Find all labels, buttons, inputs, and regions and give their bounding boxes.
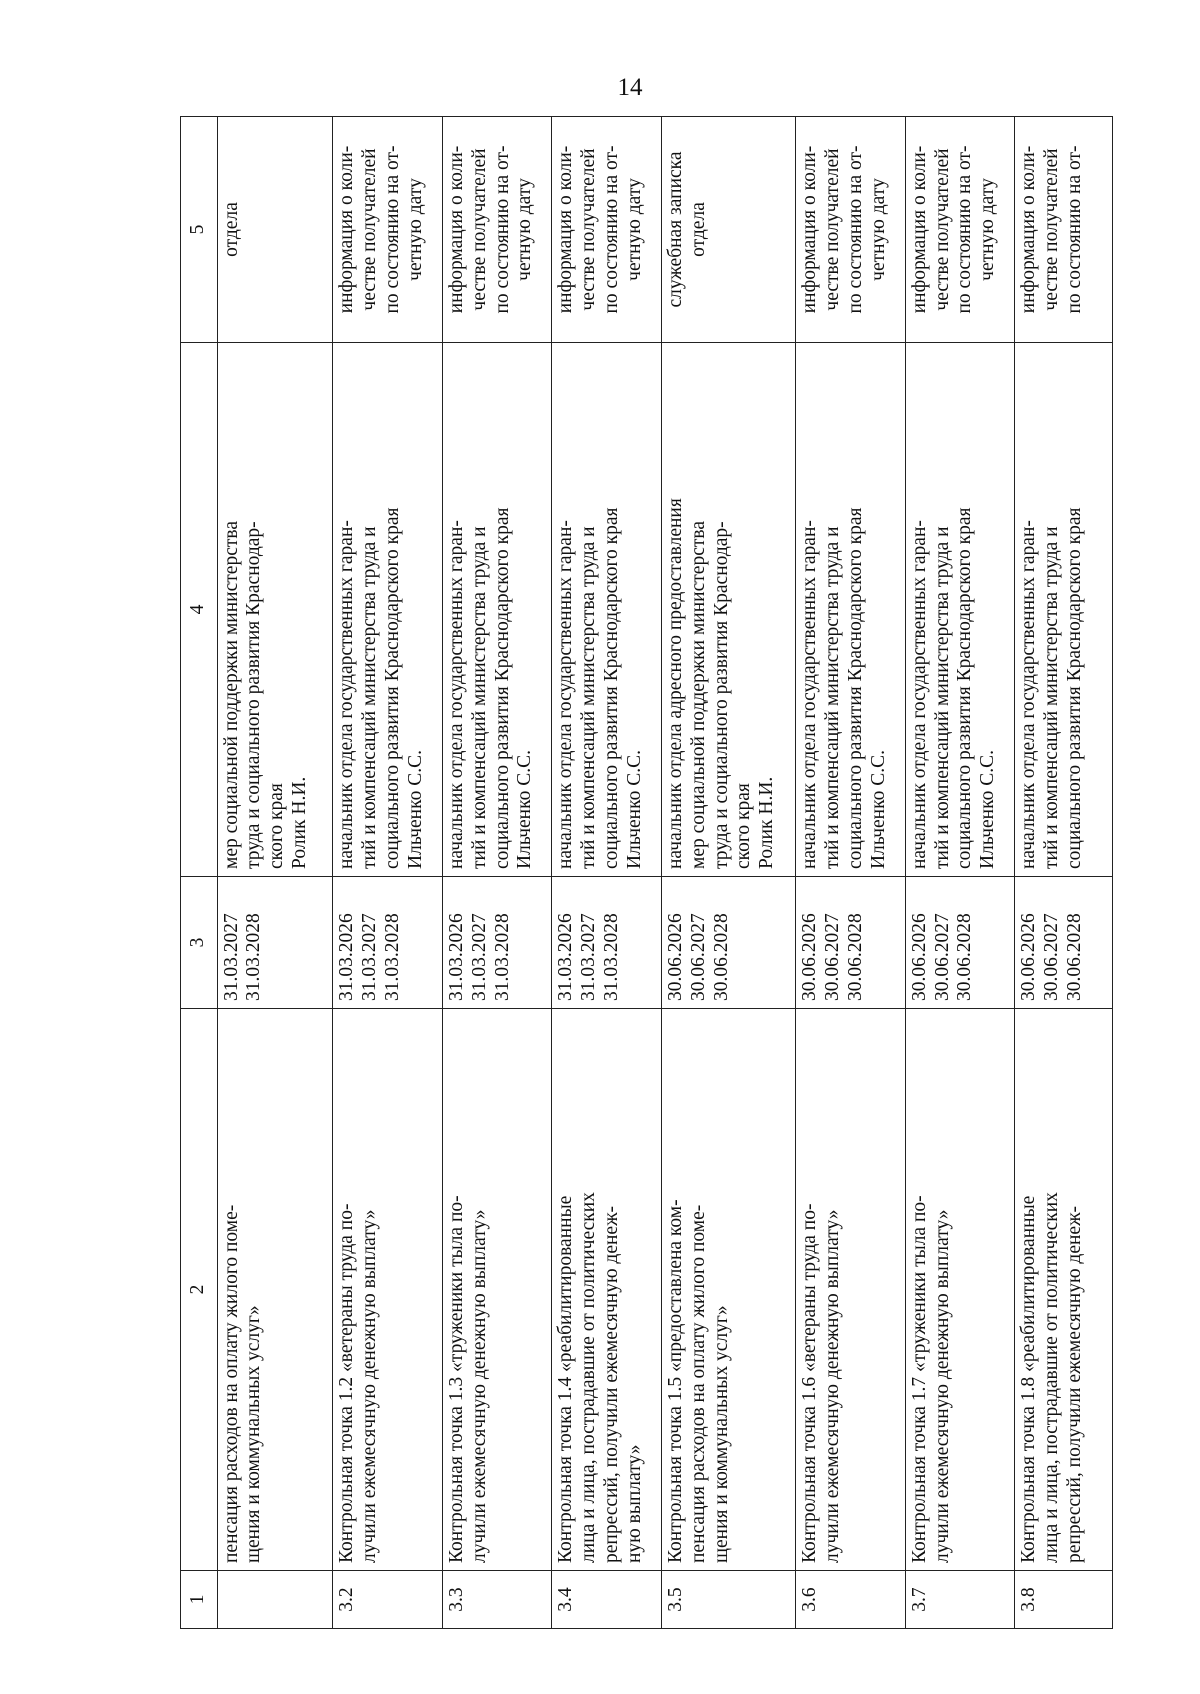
control-points-table xyxy=(180,116,1113,1629)
text-line: начальник отдела государственных гаран- xyxy=(908,520,930,869)
text-line: 31.03.2026 xyxy=(336,913,358,1001)
text-line: 30.06.2028 xyxy=(710,913,732,1001)
deadline-dates-cell xyxy=(1015,877,1113,1009)
text-line: по состоянию на от- xyxy=(1063,145,1085,314)
text-line: отдела xyxy=(687,202,709,257)
control-point-description-cell xyxy=(796,1009,906,1571)
text-line: щения и коммунальных услуг» xyxy=(243,1305,265,1563)
control-point-description-cell xyxy=(1015,1009,1113,1571)
row-number-cell: 3.5 xyxy=(662,1571,796,1629)
text-line: 30.06.2026 xyxy=(908,913,930,1001)
text-line: Контрольная точка 1.8 «реабилитированные xyxy=(1018,1195,1040,1563)
text-line: Контрольная точка 1.4 «реабилитированные xyxy=(555,1195,577,1563)
responsible-person-cell xyxy=(905,343,1015,877)
text-line: отдела xyxy=(220,202,242,257)
text-line: 30.06.2026 xyxy=(799,913,821,1001)
text-line: социального развития Краснодарского края xyxy=(1063,507,1085,869)
table-row xyxy=(552,117,662,1629)
text-line: честве получателей xyxy=(359,148,381,311)
text-line: начальник отдела государственных гаран- xyxy=(445,520,467,869)
table-body xyxy=(181,117,1113,1629)
text-line: 31.03.2026 xyxy=(555,913,577,1001)
text-line: ского края xyxy=(733,783,755,869)
row-number-cell: 3.6 xyxy=(796,1571,906,1629)
text-line: лучили ежемесячную денежную выплату» xyxy=(822,1209,844,1563)
text-line: по состоянию на от- xyxy=(954,145,976,314)
row-number-cell: 3.3 xyxy=(442,1571,552,1629)
text-line: Ильченко С.С. xyxy=(977,750,999,869)
deadline-dates-cell xyxy=(796,877,906,1009)
text-line: пенсация расходов на оплату жилого поме- xyxy=(687,1204,709,1563)
text-line: информация о коли- xyxy=(1018,145,1040,314)
text-line: ского края xyxy=(266,783,288,869)
table-row xyxy=(662,117,796,1629)
text-line: Ролик Н.И. xyxy=(288,776,310,869)
text-line: честве получателей xyxy=(1041,148,1063,311)
row-number-cell: 3.2 xyxy=(333,1571,443,1629)
control-point-description-cell xyxy=(442,1009,552,1571)
deadline-dates-cell xyxy=(217,877,333,1009)
text-line: Контрольная точка 1.7 «труженики тыла по- xyxy=(908,1195,930,1563)
row-number-cell: 3.7 xyxy=(905,1571,1015,1629)
text-line: социального развития Краснодарского края xyxy=(844,507,866,869)
table-row xyxy=(333,117,443,1629)
header-cell-3: 3 xyxy=(181,877,218,1009)
text-line: Контрольная точка 1.5 «предоставлена ком- xyxy=(665,1199,686,1563)
text-line: социального развития Краснодарского края xyxy=(601,507,623,869)
text-line: начальник отдела государственных гаран- xyxy=(1018,520,1040,869)
text-line: 30.06.2028 xyxy=(1063,913,1085,1001)
text-line: труда и социального развития Краснодар- xyxy=(710,521,732,869)
text-line: начальник отдела государственных гаран- xyxy=(555,520,577,869)
text-line: четную дату xyxy=(977,178,999,281)
text-line: 30.06.2027 xyxy=(1041,913,1063,1001)
rotated-table-container xyxy=(180,117,1113,1629)
text-line: по состоянию на от- xyxy=(601,145,623,314)
text-line: мер социальной поддержки министерства xyxy=(220,521,242,869)
text-line: 31.03.2028 xyxy=(243,913,265,1001)
responsible-person-cell xyxy=(662,343,796,877)
table-row xyxy=(442,117,552,1629)
responsible-person-cell xyxy=(333,343,443,877)
table-row xyxy=(1015,117,1113,1629)
table-row xyxy=(796,117,906,1629)
deadline-dates-cell xyxy=(662,877,796,1009)
text-line: тий и компенсаций министерства труда и xyxy=(468,526,490,869)
text-line: четную дату xyxy=(867,178,889,281)
text-line: щения и коммунальных услуг» xyxy=(710,1305,732,1563)
text-line: Ролик Н.И. xyxy=(756,776,778,869)
text-line: начальник отдела адресного предоставления xyxy=(665,498,686,869)
text-line: честве получателей xyxy=(931,148,953,311)
text-line: 31.03.2027 xyxy=(220,913,242,1001)
row-number-cell: 3.8 xyxy=(1015,1571,1113,1629)
header-cell-1: 1 xyxy=(181,1571,218,1629)
text-line: мер социальной поддержки министерства xyxy=(687,521,709,869)
text-line: социального развития Краснодарского края xyxy=(491,507,513,869)
table-header-row xyxy=(181,117,218,1629)
header-cell-4: 4 xyxy=(181,343,218,877)
text-line: 31.03.2028 xyxy=(601,913,623,1001)
text-line: репрессий, получили ежемесячную денеж- xyxy=(1063,1205,1085,1563)
text-line: тий и компенсаций министерства труда и xyxy=(931,526,953,869)
text-line: тий и компенсаций министерства труда и xyxy=(578,526,600,869)
text-line: Контрольная точка 1.6 «ветераны труда по- xyxy=(799,1203,821,1563)
table-row xyxy=(217,117,333,1629)
text-line: информация о коли- xyxy=(445,145,467,314)
deadline-dates-cell xyxy=(442,877,552,1009)
text-line: 30.06.2028 xyxy=(954,913,976,1001)
text-line: 31.03.2027 xyxy=(359,913,381,1001)
text-line: ную выплату» xyxy=(623,1444,645,1563)
responsible-person-cell xyxy=(442,343,552,877)
text-line: Контрольная точка 1.2 «ветераны труда по- xyxy=(336,1203,358,1563)
text-line: по состоянию на от- xyxy=(844,145,866,314)
text-line: репрессий, получили ежемесячную денеж- xyxy=(601,1205,623,1563)
text-line: честве получателей xyxy=(468,148,490,311)
row-number-cell: 3.4 xyxy=(552,1571,662,1629)
control-point-description-cell xyxy=(552,1009,662,1571)
text-line: четную дату xyxy=(514,178,536,281)
header-cell-2: 2 xyxy=(181,1009,218,1571)
text-line: труда и социального развития Краснодар- xyxy=(243,521,265,869)
text-line: четную дату xyxy=(404,178,426,281)
text-line: Ильченко С.С. xyxy=(867,750,889,869)
text-line: 31.03.2027 xyxy=(468,913,490,1001)
confirmation-document-cell xyxy=(796,117,906,343)
confirmation-document-cell xyxy=(442,117,552,343)
responsible-person-cell xyxy=(217,343,333,877)
confirmation-document-cell xyxy=(905,117,1015,343)
responsible-person-cell xyxy=(1015,343,1113,877)
text-line: 30.06.2027 xyxy=(822,913,844,1001)
text-line: 30.06.2026 xyxy=(665,913,686,1001)
text-line: информация о коли- xyxy=(908,145,930,314)
responsible-person-cell xyxy=(796,343,906,877)
text-line: 31.03.2026 xyxy=(445,913,467,1001)
text-line: 30.06.2028 xyxy=(844,913,866,1001)
page-number: 14 xyxy=(617,74,643,101)
text-line: честве получателей xyxy=(578,148,600,311)
text-line: 30.06.2026 xyxy=(1018,913,1040,1001)
text-line: тий и компенсаций министерства труда и xyxy=(359,526,381,869)
text-line: информация о коли- xyxy=(555,145,577,314)
confirmation-document-cell xyxy=(333,117,443,343)
text-line: лучили ежемесячную денежную выплату» xyxy=(468,1209,490,1563)
text-line: честве получателей xyxy=(822,148,844,311)
text-line: 30.06.2027 xyxy=(931,913,953,1001)
text-line: лучили ежемесячную денежную выплату» xyxy=(931,1209,953,1563)
text-line: Ильченко С.С. xyxy=(404,750,426,869)
responsible-person-cell xyxy=(552,343,662,877)
text-line: социального развития Краснодарского края xyxy=(954,507,976,869)
confirmation-document-cell xyxy=(662,117,796,343)
text-line: тий и компенсаций министерства труда и xyxy=(1041,526,1063,869)
text-line: информация о коли- xyxy=(336,145,358,314)
text-line: лица и лица, пострадавшие от политических xyxy=(1041,1192,1063,1563)
text-line: лица и лица, пострадавшие от политических xyxy=(578,1192,600,1563)
text-line: по состоянию на от- xyxy=(382,145,404,314)
text-line: начальник отдела государственных гаран- xyxy=(799,520,821,869)
control-point-description-cell xyxy=(662,1009,796,1571)
deadline-dates-cell xyxy=(905,877,1015,1009)
text-line: 31.03.2028 xyxy=(491,913,513,1001)
table-row xyxy=(905,117,1015,1629)
control-point-description-cell xyxy=(217,1009,333,1571)
text-line: 31.03.2027 xyxy=(578,913,600,1001)
text-line: пенсация расходов на оплату жилого поме- xyxy=(220,1204,242,1563)
text-line: 30.06.2027 xyxy=(687,913,709,1001)
confirmation-document-cell xyxy=(217,117,333,343)
text-line: начальник отдела государственных гаран- xyxy=(336,520,358,869)
deadline-dates-cell xyxy=(552,877,662,1009)
rotated-table-frame xyxy=(180,117,1113,1629)
text-line: социального развития Краснодарского края xyxy=(382,507,404,869)
text-line: четную дату xyxy=(623,178,645,281)
text-line: по состоянию на от- xyxy=(491,145,513,314)
row-number-cell xyxy=(217,1571,333,1629)
text-line: Ильченко С.С. xyxy=(514,750,536,869)
text-line: Ильченко С.С. xyxy=(623,750,645,869)
text-line: 31.03.2028 xyxy=(382,913,404,1001)
confirmation-document-cell xyxy=(552,117,662,343)
header-cell-5: 5 xyxy=(181,117,218,343)
control-point-description-cell xyxy=(905,1009,1015,1571)
text-line: служебная записка xyxy=(665,151,686,308)
text-line: информация о коли- xyxy=(799,145,821,314)
deadline-dates-cell xyxy=(333,877,443,1009)
control-point-description-cell xyxy=(333,1009,443,1571)
text-line: лучили ежемесячную денежную выплату» xyxy=(359,1209,381,1563)
text-line: тий и компенсаций министерства труда и xyxy=(822,526,844,869)
confirmation-document-cell xyxy=(1015,117,1113,343)
text-line: Контрольная точка 1.3 «труженики тыла по- xyxy=(445,1195,467,1563)
